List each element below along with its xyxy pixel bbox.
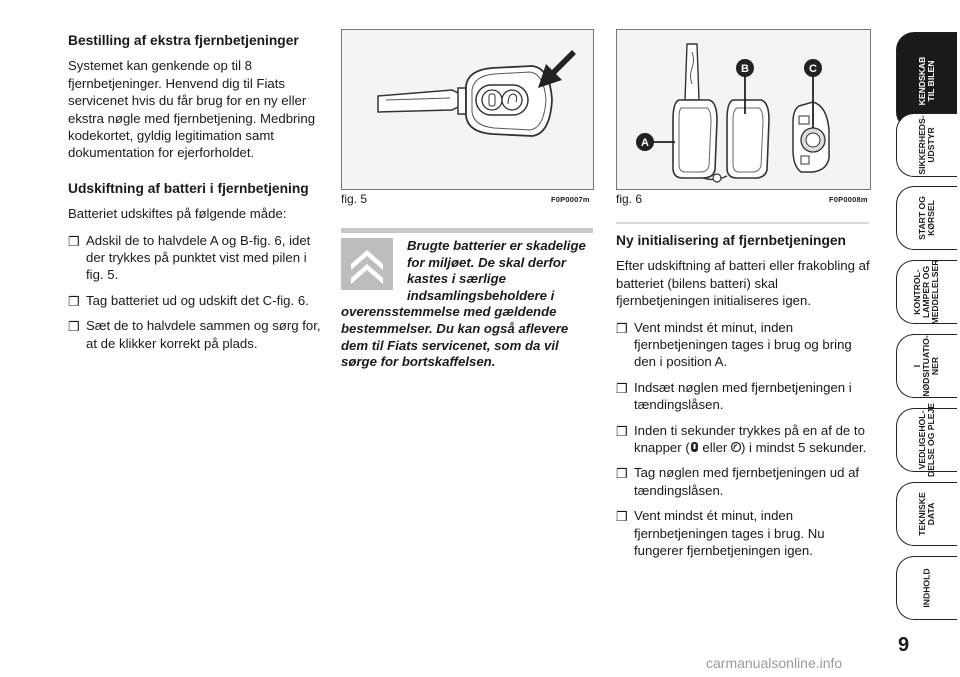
heading-extra-remotes: Bestilling af ekstra fjernbetjeninger: [68, 33, 299, 48]
checkbox-bullet-icon: ❒: [616, 466, 628, 482]
list-item: [616, 379, 870, 414]
tab-label: KENDSKAB TIL BILEN: [916, 56, 936, 106]
heading-reinitialization: Ny initialisering af fjernbetjeningen: [616, 233, 846, 248]
tab-tekniske-data[interactable]: [896, 482, 957, 546]
list-item: [616, 507, 870, 559]
tab-label: KONTROL- LAMPER OG MEDDELELSER: [912, 259, 941, 325]
tab-label: START OG KØRSEL: [916, 196, 936, 240]
tab-kontrollamper[interactable]: [896, 260, 957, 324]
bullet-text: Vent mindst ét minut, inden fjernbetjeningen tages i brug og bring den i position A.: [634, 319, 852, 370]
figure-5-code: F0P0007m: [551, 195, 590, 204]
bullet-text-pre: Inden ti sekunder trykkes på en af de to knapper (: [634, 422, 865, 456]
tab-label: INDHOLD: [921, 568, 932, 608]
bullet-text: Sæt de to halvdele sammen og sørg for, at de klikker korrekt på plads.: [86, 318, 321, 351]
bullet-text: Indsæt nøglen med fjernbetjeningen i tændingslåsen.: [634, 379, 852, 413]
checkbox-bullet-icon: ❒: [616, 423, 628, 439]
bullet-text-post: ) i mindst 5 sekunder.: [740, 440, 867, 456]
list-item: [68, 317, 322, 352]
bullet-text: Vent mindst ét minut, inden fjernbetjeningen tages i brug. Nu fungerer fjernbetjeningen igen.: [634, 508, 825, 559]
figure-5-key-fob: [341, 29, 594, 190]
checkbox-bullet-icon: ❒: [68, 293, 80, 309]
checkbox-bullet-icon: ❒: [68, 319, 80, 335]
label-a: A: [641, 137, 649, 149]
list-item: [616, 422, 870, 457]
checkbox-bullet-icon: ❒: [616, 380, 628, 396]
tab-label: VEDLIGEHOL- DELSE OG PLEJE: [916, 402, 936, 478]
list-item: [68, 292, 322, 309]
watermark: carmanualsonline.info: [706, 655, 843, 671]
checkbox-bullet-icon: ❒: [616, 320, 628, 336]
tab-start-og-korsel[interactable]: [896, 186, 957, 250]
lock-button-icon: [690, 441, 699, 453]
left-column: [68, 32, 322, 360]
right-column: [616, 232, 870, 568]
heading-battery-replacement: Udskiftning af batteri i fjernbetjening: [68, 180, 309, 196]
checkbox-bullet-icon: ❒: [68, 233, 80, 249]
figure-6-caption: fig. 6: [616, 192, 643, 206]
tab-sikkerhedsudstyr[interactable]: [896, 113, 957, 177]
unlock-button-icon: [731, 441, 741, 453]
tab-nodsituationer[interactable]: [896, 334, 957, 398]
key-fob-illustration: [342, 30, 593, 189]
bullet-text-mid: eller: [698, 440, 731, 456]
tab-indhold[interactable]: [896, 556, 957, 620]
tab-label: I NØDSITUATIO- NER: [912, 335, 941, 397]
figure-5-caption: fig. 5: [341, 192, 368, 206]
bullet-text: Tag batteriet ud og udskift det C-fig. 6.: [86, 292, 309, 308]
figure-6-code: F0P0008m: [829, 195, 868, 204]
label-b: B: [741, 63, 749, 75]
paragraph-battery-intro: Batteriet udskiftes på følgende måde:: [68, 206, 287, 222]
bullet-text: Tag nøglen med fjernbetjeningen ud af tændingslåsen.: [634, 465, 860, 498]
chevron-up-warning-icon: [341, 238, 393, 290]
paragraph-reinitialization: Efter udskiftning af batteri eller frakobling af batteriet (bilens batteri) skal fjernbetjeningen initialiseres igen.: [616, 258, 870, 309]
tab-label: TEKNISKE DATA: [916, 492, 936, 536]
section-divider: [341, 228, 593, 233]
page-number: 9: [898, 634, 910, 656]
bullet-text: Adskil de to halvdele A og B-fig. 6, idet der trykkes på punktet vist med pilen i fig. 5.: [86, 232, 311, 283]
list-item: [616, 464, 870, 499]
note-text: Brugte batterier er skadelige for miljøet. De skal derfor kastes i særlige indsamlingsbeholdere i overensstemmelse med gældende bestemmelser. Du kan også aflevere dem til Fiats servicenet, som da vil sørge for bortskaffelsen.: [341, 238, 586, 370]
paragraph-extra-remotes: Systemet kan genkende op til 8 fjernbetjeninger. Henvend dig til Fiats servicenet hvis du får brug for en ny eller ekstra nøgle med fjernbetjening. Medbring kodekortet, gyldig legitimation samt dokumentation for ejerforholdet.: [68, 58, 316, 161]
environment-note: [341, 238, 594, 371]
tab-label: SIKKERHEDS- UDSTYR: [916, 115, 936, 175]
tab-vedligeholdelse[interactable]: [896, 402, 957, 478]
section-divider: [616, 222, 869, 224]
figure-6-disassembled-fob: [616, 29, 871, 190]
list-item: [68, 232, 322, 284]
checkbox-bullet-icon: ❒: [616, 509, 628, 525]
list-item: [616, 319, 870, 371]
label-c: C: [809, 63, 817, 75]
disassembled-fob-illustration: [617, 30, 870, 189]
